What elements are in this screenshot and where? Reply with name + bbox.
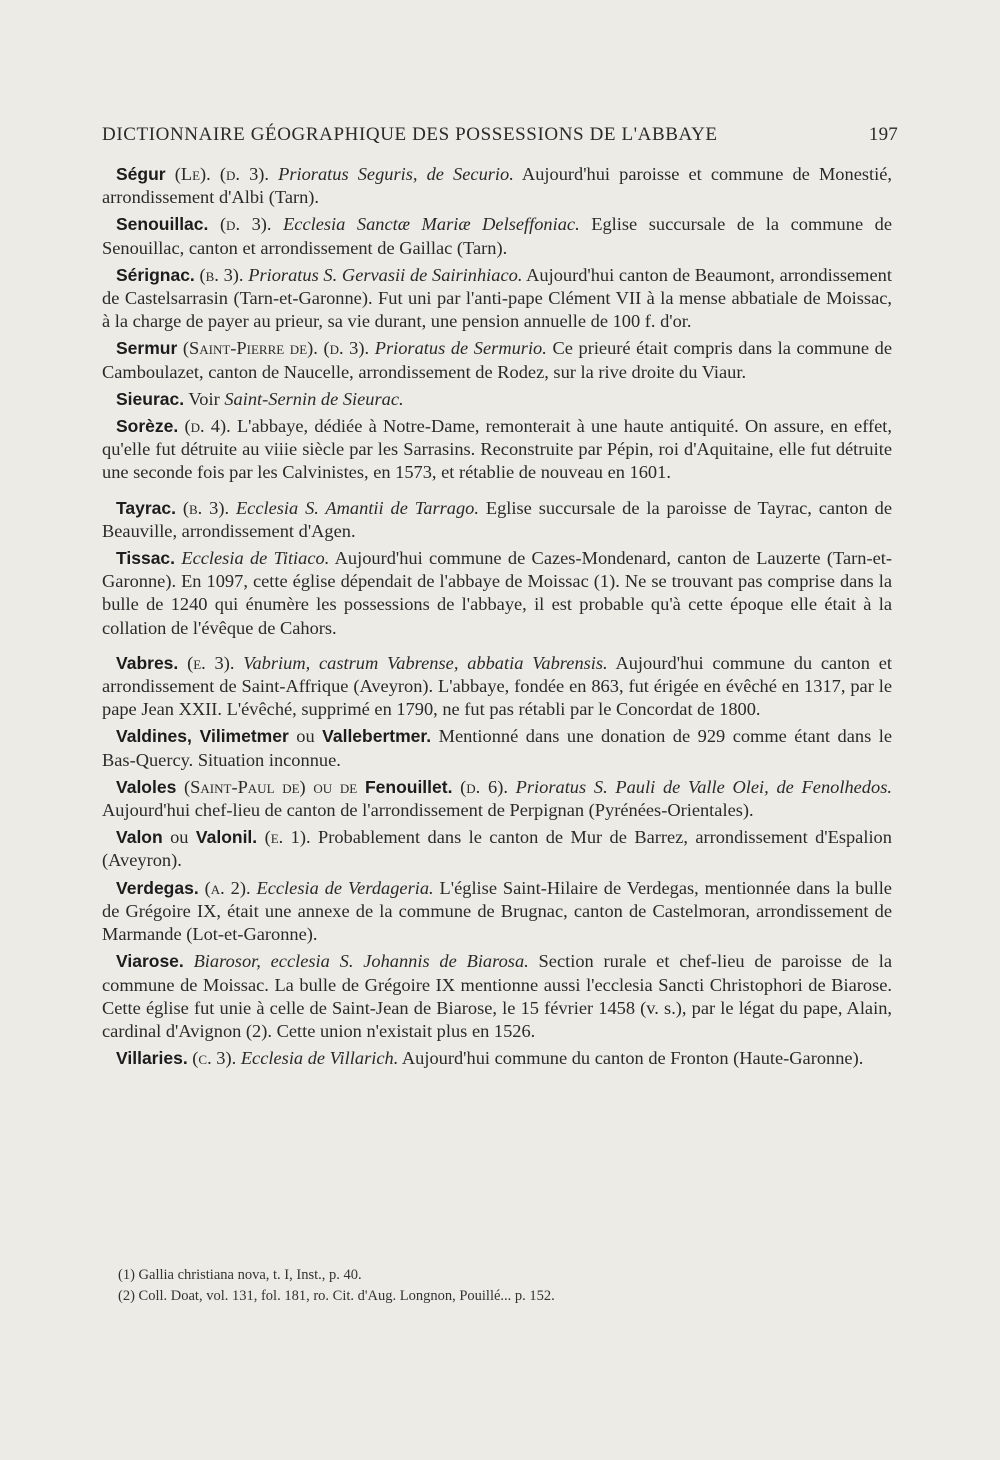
entry-tayrac [102, 497, 892, 543]
headword: Valdines, Vilimetmer [116, 726, 289, 747]
latin-name: Ecclesia S. Amantii de Tarrago. [235, 497, 479, 518]
entry-text: Aujourd'hui chef-lieu de canton de l'arrondissement de Perpignan (Pyrénées-Orientales). [102, 800, 754, 821]
map-reference: (b. 3). [182, 497, 230, 518]
headword: Verdegas. [116, 877, 199, 898]
footnote: (2) Coll. Doat, vol. 131, fol. 181, ro. Cit. d'Aug. Longnon, Pouillé... p. 152. [118, 1288, 555, 1304]
headword: Valon [116, 827, 163, 848]
entry-text: Eglise succursale de la commune de Senouillac, canton et arrondissement de Gaillac (Tarn). [102, 214, 893, 258]
page-number: 197 [868, 124, 898, 145]
headword: Tissac. [116, 548, 176, 569]
headword: Sermur [116, 338, 178, 359]
entry-text: Aujourd'hui paroisse et commune de Monestié, arrondissement d'Albi (Tarn). [102, 164, 892, 208]
entry-text: L'abbaye, dédiée à Notre-Dame, remonterait à une haute antiquité. On assure, en effet, qu'elle fut détruite au viiie siècle par les Sarrasins. Reconstruite par Pépin, roi d'Aquitaine, elle fut détruite une seconde fois par les Calvinistes, en 1573, et rétablie de nouveau en 1601. [102, 416, 892, 483]
latin-name: Ecclesia de Titiaco. [181, 548, 330, 569]
entry-viarose [102, 950, 892, 1043]
headword: Sieurac. [116, 388, 185, 409]
entry-serignac [102, 264, 892, 334]
entry-text: Aujourd'hui canton de Beaumont, arrondissement de Castelsarrasin (Tarn-et-Garonne). Fut uni par l'anti-pape Clément VII à la mense abbatiale de Moissac, à la charge de payer au prieur, sa vie durant, une pension annuelle de 100 f. d'or. [102, 264, 892, 332]
entry-text: Voir [188, 388, 220, 409]
dictionary-body [102, 163, 892, 1074]
entry-sermur [102, 337, 892, 383]
map-reference: (a. 2). [204, 877, 251, 898]
entry-segur [102, 163, 892, 209]
entry-qualifier: (Le). [174, 164, 211, 184]
entry-text: Eglise succursale de la paroisse de Tayrac, canton de Beauville, arrondissement d'Agen. [102, 497, 892, 541]
map-reference: (c. 3). [192, 1048, 237, 1069]
entry-text: L'église Saint-Hilaire de Verdegas, mentionnée dans la bulle de Grégoire IX, était une annexe de la commune de Brugnac, canton de Castelmoran, arrondissement de Marmande (Lot-et-Garonne). [102, 877, 892, 945]
headword: Ségur [116, 164, 166, 184]
header-title: DICTIONNAIRE GÉOGRAPHIQUE DES POSSESSIONS DE L'ABBAYE [102, 124, 718, 145]
headword: Senouillac. [116, 214, 209, 235]
map-reference: (e. 3). [187, 652, 235, 673]
entry-text: Aujourd'hui commune du canton et arrondissement de Saint-Affrique (Aveyron). L'abbaye, fondée en 863, fut érigée en évêché en 1317, par le pape Jean XXII. L'évêché, supprimé en 1790, ne fut pas rétabli par le Concordat de 1800. [102, 652, 892, 720]
cross-reference: Saint-Sernin de Sieurac. [224, 388, 404, 409]
map-reference: (e. 1). [264, 827, 311, 848]
map-reference: (b. 3). [199, 264, 244, 285]
entry-valon [102, 826, 892, 872]
footnotes [118, 1265, 818, 1307]
entry-valdines [102, 725, 892, 771]
entry-qualifier: ou [170, 827, 189, 848]
headword: Vabres. [116, 652, 179, 673]
entry-villaries [102, 1047, 892, 1070]
latin-name: Prioratus S. Gervasii de Sairinhiaco. [248, 264, 523, 285]
entry-text: Section rurale et chef-lieu de paroisse de la commune de Moissac. La bulle de Grégoire IX mentionne aussi l'ecclesia Sancti Christophori de Biarose. Cette église fut unie à celle de Saint-Jean de Biarose, le 15 février 1458 (v. s.), par le légat du pape, Alain, cardinal d'Avignon (2). Cette union n'existait plus en 1526. [102, 951, 892, 1041]
entry-qualifier: (Saint-Pierre de). [182, 338, 318, 359]
latin-name: Ecclesia de Verdageria. [256, 877, 434, 898]
entry-qualifier: (Saint-Paul de) ou de [184, 776, 358, 797]
headword: Villaries. [116, 1048, 188, 1069]
entry-text: Probablement dans le canton de Mur de Barrez, arrondissement d'Espalion (Aveyron). [102, 827, 892, 871]
latin-name: Biarosor, ecclesia S. Johannis de Biarosa. [193, 951, 529, 972]
latin-name: Prioratus Seguris, de Securio. [278, 164, 514, 184]
map-reference: (d. 3). [219, 164, 269, 184]
map-reference: (d. 3). [323, 338, 370, 359]
latin-name: Prioratus S. Pauli de Valle Olei, de Fenolhedos. [515, 776, 892, 797]
map-reference: (d. 3). [219, 214, 272, 235]
entry-vabres [102, 652, 892, 722]
entry-senouillac [102, 213, 892, 259]
entry-text: Aujourd'hui commune du canton de Fronton (Haute-Garonne). [401, 1048, 864, 1069]
latin-name: Vabrium, castrum Vabrense, abbatia Vabrensis. [243, 652, 608, 673]
entry-text: Aujourd'hui commune de Cazes-Mondenard, canton de Lauzerte (Tarn-et-Garonne). En 1097, cette église dépendait de l'abbaye de Moissac (1). Ne se trouvant pas comprise dans la bulle de 1240 qui énumère les possessions de l'abbaye, il est probable qu'à cette époque elle était à la collation de l'évêque de Cahors. [102, 548, 892, 638]
entry-text: Ce prieuré était compris dans la commune de Camboulazet, canton de Naucelle, arrondissement de Rodez, sur la rive droite du Viaur. [102, 338, 892, 382]
map-reference: (d. 6). [460, 776, 508, 797]
entry-qualifier: ou [296, 726, 315, 747]
entry-soreze [102, 415, 892, 485]
entry-text: Mentionné dans une donation de 929 comme étant dans le Bas-Quercy. Situation inconnue. [102, 726, 892, 770]
headword: Sérignac. [116, 264, 195, 285]
entry-tissac [102, 547, 892, 640]
headword: Sorèze. [116, 416, 179, 437]
footnote: (1) Gallia christiana nova, t. I, Inst., p. 40. [118, 1267, 362, 1283]
headword-variant: Vallebertmer. [322, 726, 432, 747]
running-header [102, 124, 898, 146]
latin-name: Ecclesia Sanctæ Mariæ Delseffoniac. [283, 214, 580, 235]
latin-name: Prioratus de Sermurio. [374, 338, 547, 359]
headword-variant: Valonil. [195, 827, 258, 848]
headword: Viarose. [116, 951, 184, 972]
headword-variant: Fenouillet. [364, 776, 453, 797]
entry-valoles [102, 776, 892, 822]
entry-sieurac [102, 388, 892, 411]
latin-name: Ecclesia de Villarich. [240, 1048, 399, 1069]
headword: Tayrac. [116, 497, 176, 518]
headword: Valoles [116, 776, 177, 797]
map-reference: (d. 4). [184, 416, 231, 437]
entry-verdegas [102, 877, 892, 947]
